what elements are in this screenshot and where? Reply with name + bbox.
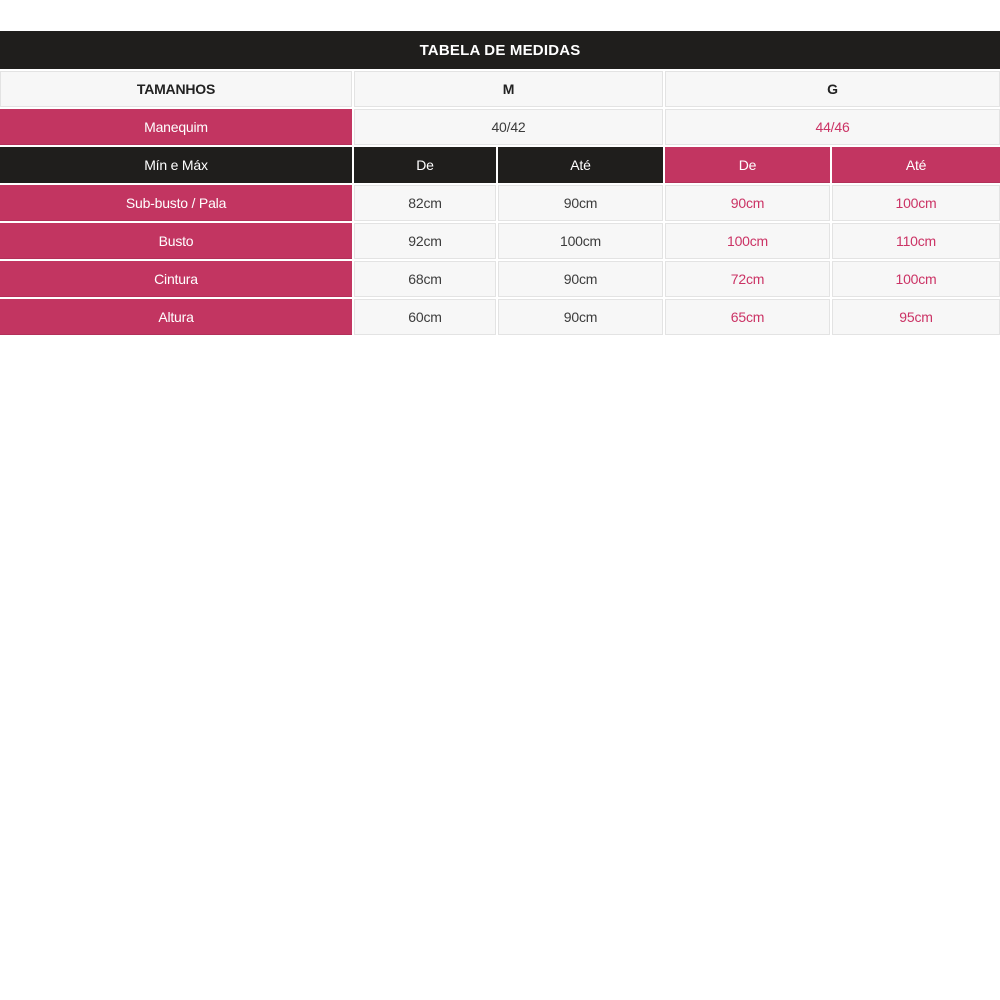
m-ate-header: Até <box>498 147 663 183</box>
table-row <box>0 185 1000 221</box>
measure-label: Altura <box>0 299 352 335</box>
sizes-header-row <box>0 71 1000 107</box>
manequim-row <box>0 109 1000 145</box>
table-row <box>0 299 1000 335</box>
size-m-header: M <box>354 71 663 107</box>
m-de-header: De <box>354 147 496 183</box>
g-ate-header: Até <box>832 147 1000 183</box>
m-ate-value: 100cm <box>498 223 663 259</box>
measure-label: Busto <box>0 223 352 259</box>
g-ate-value: 95cm <box>832 299 1000 335</box>
manequim-m-value: 40/42 <box>354 109 663 145</box>
g-ate-value: 110cm <box>832 223 1000 259</box>
sizes-header-label: TAMANHOS <box>0 71 352 107</box>
min-max-label: Mín e Máx <box>0 147 352 183</box>
g-de-value: 100cm <box>665 223 830 259</box>
min-max-header-row <box>0 147 1000 183</box>
m-de-value: 92cm <box>354 223 496 259</box>
m-de-value: 60cm <box>354 299 496 335</box>
g-de-value: 65cm <box>665 299 830 335</box>
m-ate-value: 90cm <box>498 261 663 297</box>
title-row <box>0 31 1000 69</box>
size-g-header: G <box>665 71 1000 107</box>
size-chart-table <box>0 29 1000 337</box>
m-ate-value: 90cm <box>498 299 663 335</box>
table-title: TABELA DE MEDIDAS <box>0 31 1000 69</box>
manequim-label: Manequim <box>0 109 352 145</box>
measure-label: Sub-busto / Pala <box>0 185 352 221</box>
g-de-value: 72cm <box>665 261 830 297</box>
table-row <box>0 261 1000 297</box>
m-de-value: 82cm <box>354 185 496 221</box>
measure-label: Cintura <box>0 261 352 297</box>
manequim-g-value: 44/46 <box>665 109 1000 145</box>
g-de-value: 90cm <box>665 185 830 221</box>
g-de-header: De <box>665 147 830 183</box>
m-ate-value: 90cm <box>498 185 663 221</box>
g-ate-value: 100cm <box>832 185 1000 221</box>
table-row <box>0 223 1000 259</box>
g-ate-value: 100cm <box>832 261 1000 297</box>
m-de-value: 68cm <box>354 261 496 297</box>
